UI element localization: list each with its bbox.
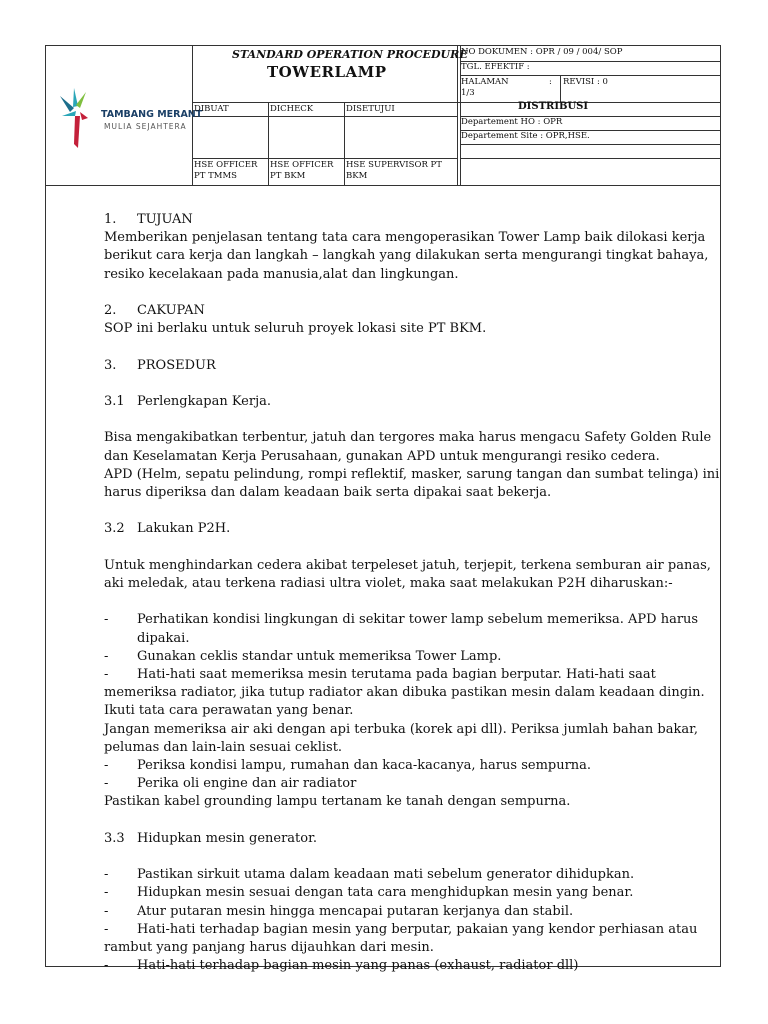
section-title: TUJUAN [137,212,193,227]
section-3-3-heading [104,830,724,848]
distribusi-empty-border [460,158,721,159]
tgl-efektif: TGL. EFEKTIF : [461,62,530,72]
section-number: 3.2 [104,521,125,537]
signatory-1-role: HSE OFFICER [194,160,258,170]
header-bottom-border [45,185,721,186]
disetujui-label: DISETUJUI [346,104,395,114]
halaman-colon: : [549,77,552,87]
revisi: REVISI : 0 [563,77,608,87]
list-dash: - [104,666,109,682]
signatory-3-role: HSE SUPERVISOR PT [346,160,442,170]
section-3-2-intro: Untuk menghindarkan cedera akibat terpeleset jatuh, terjepit, terkena semburan air panas, aki meledak, atau terkena radiasi ultra violet, maka saat melakukan P2H diharuskan:- [104,557,711,591]
document-title: TOWERLAMP [267,63,387,81]
departement-ho: Departement HO : OPR [461,117,563,127]
section-title: CAKUPAN [137,303,205,318]
approval-sign-border [192,158,457,159]
section-title: Hidupkan mesin generator. [137,830,318,846]
sop-label: STANDARD OPERATION PROCEDURE [232,48,468,61]
distribusi-heading: DISTRIBUSI [518,101,589,112]
section-number: 3.1 [104,393,125,409]
section-1-heading [104,211,724,229]
no-dokumen: NO DOKUMEN : OPR / 09 / 004/ SOP [461,47,623,57]
section-number: 3.3 [104,830,125,846]
signatory-2-role: HSE OFFICER [270,160,334,170]
list-dash: - [104,757,109,773]
approval-col-divider-1 [268,102,269,185]
list-dash: - [104,867,109,883]
dibuat-label: DIBUAT [194,104,229,114]
list-item: - Perika oli engine dan air radiator [104,775,724,793]
list-dash: - [104,612,109,628]
signatory-2-company: PT BKM [270,171,306,181]
section-title: PROSEDUR [137,357,216,373]
logo-tagline: MULIA SEJAHTERA [104,122,187,131]
list-item: - Periksa kondisi lampu, rumahan dan kaca-kacanya, harus sempurna. [104,757,724,775]
right-block-divider [457,45,458,185]
section-3-2-note-2: Pastikan kabel grounding lampu tertanam ke tanah dengan sempurna. [104,794,571,810]
section-2-text: SOP ini berlaku untuk seluruh proyek lokasi site PT BKM. [104,321,487,337]
list-item: - Perhatikan kondisi lingkungan di sekitar tower lamp sebelum memeriksa. APD harus dipakai. [104,612,699,646]
section-3-1-paragraph-1: Bisa mengakibatkan terbentur, jatuh dan tergores maka harus mengacu Safety Golden Rule dan Keselamatan Kerja Perusahaan, gunakan APD untuk mengurangi resiko cedera. [104,430,712,464]
document-body [104,211,724,975]
section-title: Lakukan P2H. [137,521,231,537]
list-dash: - [104,776,109,792]
section-3-2-note-1: Jangan memeriksa air aki dengan api terbuka (korek api dll). Periksa jumlah bahan bakar, pelumas dan lain-lain sesuai ceklist. [104,721,698,755]
section-number: 1. [104,212,117,227]
section-number: 3. [104,357,117,373]
section-1-text: Memberikan penjelasan tentang tata cara mengoperasikan Tower Lamp baik dilokasi kerja berikut cara kerja dan langkah – langkah yang dilakukan serta mengurangi tingkat bahaya, resiko kecelakaan pada manusia,alat dan lingkungan. [104,230,709,282]
title-row-border [192,102,721,103]
halaman-label: HALAMAN [461,77,509,87]
section-number: 2. [104,303,117,318]
tgl-row-border [460,75,721,76]
list-item: - Pastikan sirkuit utama dalam keadaan mati sebelum generator dihidupkan. [104,866,724,884]
list-item: - Atur putaran mesin hingga mencapai putaran kerjanya dan stabil. [104,903,724,921]
signatory-1-company: PT TMMS [194,171,237,181]
dept-site-border [460,144,721,145]
list-item: - Hidupkan mesin sesuai dengan tata cara menghidupkan mesin yang benar. [104,884,724,902]
list-dash: - [104,958,109,974]
list-dash: - [104,903,109,919]
approval-header-border [192,116,457,117]
section-2-heading [104,302,724,320]
signatory-3-company: BKM [346,171,368,181]
halaman-value: 1/3 [461,88,475,98]
list-item: - Hati-hati terhadap bagian mesin yang panas (exhaust, radiator dll) [104,957,724,975]
list-item: - Gunakan ceklis standar untuk memeriksa Tower Lamp. [104,648,724,666]
revisi-divider [560,75,561,102]
section-3-2-heading [104,520,724,538]
logo-company-name: TAMBANG MERANT [101,109,203,120]
list-dash: - [104,648,109,664]
dicheck-label: DICHECK [270,104,314,114]
departement-site: Departement Site : OPR,HSE. [461,131,590,141]
list-item: - Hati-hati terhadap bagian mesin yang berputar, pakaian yang kendor perhiasan atau rambut yang panjang harus dijauhkan dari mesin. [104,921,698,955]
list-item: - Hati-hati saat memeriksa mesin terutama pada bagian berputar. Hati-hati saat memeriksa radiator, jika tutup radiator akan dibuka pastikan mesin dalam keadaan dingin. Ikuti tata cara perawatan yang benar. [104,666,705,719]
section-3-heading [104,357,724,375]
approval-col-divider-2 [344,102,345,185]
list-dash: - [104,885,109,901]
section-3-1-heading [104,393,724,411]
list-dash: - [104,921,109,937]
section-title: Perlengkapan Kerja. [137,393,272,409]
section-3-1-paragraph-2: APD (Helm, sepatu pelindung, rompi reflektif, masker, sarung tangan dan sumbat telinga) ini harus diperiksa dan dalam keadaan baik serta dipakai saat bekerja. [104,466,720,500]
